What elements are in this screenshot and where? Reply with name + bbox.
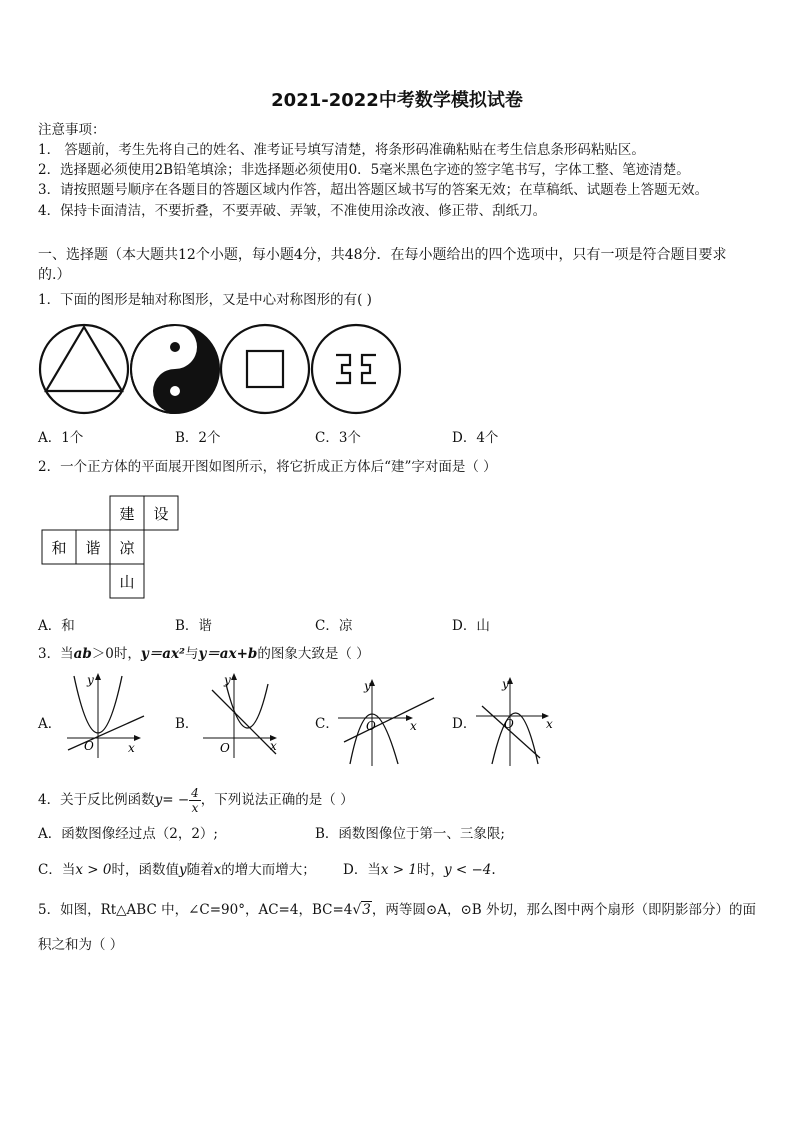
q4-option-a[interactable]: A．函数图像经过点（2，2）; (38, 826, 218, 842)
q3-graph-c (338, 672, 438, 768)
q4-fraction-den: x (191, 801, 199, 815)
svg-text:O: O (220, 741, 230, 755)
q3-option-b[interactable]: B． (175, 716, 199, 732)
q4-stem (38, 782, 354, 818)
svg-text:O: O (366, 719, 376, 733)
q5-line1-post: ，两等圆⊙A，⊙B 外切，那么图中两个扇形（即阴影部分）的面 (371, 902, 756, 918)
net-cell-she: 设 (153, 505, 169, 523)
svg-text:x: x (270, 739, 277, 753)
q3-graph-b (200, 672, 285, 762)
notice-heading: 注意事项： (38, 122, 106, 138)
q3-option-d[interactable]: D． (452, 716, 477, 732)
q1-stem: 1．下面的图形是轴对称图形，又是中心对称图形的有( ) (38, 292, 372, 308)
page-title: 2021-2022中考数学模拟试卷 (271, 90, 523, 111)
q3-formula-2: y＝ax+b (198, 646, 258, 662)
q1-figure-square-in-circle (219, 323, 311, 415)
svg-text:x: x (410, 719, 417, 733)
q3-stem-post: 的图象大致是（ ） (257, 646, 370, 662)
q4-c-mid2: 随着 (186, 862, 214, 878)
q4-c-post: 的增大而增大； (221, 862, 316, 878)
q4-fraction (189, 786, 201, 815)
section-heading-line2: 的.） (38, 267, 71, 283)
q4-c-pre: C．当 (38, 862, 76, 878)
q4-fn-eq: = − (162, 792, 190, 808)
q5-line2: 积之和为（ ） (38, 937, 124, 953)
net-cell-liang: 凉 (119, 539, 135, 557)
q2-option-b[interactable]: B．谐 (175, 618, 212, 634)
q5-line1 (38, 900, 756, 920)
q3-stem-with: 与 (184, 646, 199, 662)
q4-d-res: y < −4 (443, 862, 492, 878)
q3-graph-a (62, 672, 147, 762)
svg-text:x: x (128, 741, 135, 755)
svg-text:x: x (546, 717, 553, 731)
q3-stem-mid: ＞0时， (91, 646, 141, 662)
svg-text:y: y (502, 677, 509, 691)
q3-graph-d (476, 672, 566, 768)
svg-text:y: y (364, 679, 371, 693)
q4-d-post: . (491, 862, 496, 878)
q1-figure-triangle-in-circle (38, 323, 130, 415)
q4-option-d[interactable] (343, 858, 496, 878)
q3-stem (38, 644, 370, 664)
q1-figure-symbol-in-circle (310, 323, 402, 415)
notice-item-1: 1． 答题前，考生先将自己的姓名、准考证号填写清楚，将条形码准确粘贴在考生信息条形码粘贴区。 (38, 142, 645, 158)
q2-option-a[interactable]: A．和 (38, 618, 75, 634)
q4-stem-post: ，下列说法正确的是（ ） (200, 792, 354, 808)
q4-c-cond: x > 0 (75, 862, 112, 878)
svg-text:O: O (504, 717, 514, 731)
q4-option-c[interactable] (38, 858, 316, 878)
q2-option-d[interactable]: D．山 (452, 618, 490, 634)
q1-option-c[interactable]: C．3个 (315, 430, 361, 446)
q2-stem: 2．一个正方体的平面展开图如图所示，将它折成正方体后“建”字对面是（ ） (38, 459, 497, 475)
notice-item-2: 2．选择题必须使用2B铅笔填涂；非选择题必须使用0．5毫米黑色字迹的签字笔书写，字体工整、笔迹清楚。 (38, 162, 690, 178)
q4-d-pre: D．当 (343, 862, 381, 878)
q4-c-y: y (178, 862, 187, 878)
q1-figure-yinyang (129, 323, 221, 415)
net-cell-xie: 谐 (85, 539, 101, 557)
q2-option-c[interactable]: C．凉 (315, 618, 353, 634)
q3-stem-pre: 3．当 (38, 646, 74, 662)
net-cell-he: 和 (51, 539, 67, 557)
q1-option-b[interactable]: B．2个 (175, 430, 221, 446)
q3-option-c[interactable]: C． (315, 716, 339, 732)
q5-line1-pre: 5．如图，Rt△ABC 中，∠C=90°，AC=4，BC=4 (38, 902, 353, 918)
q4-fraction-num: 4 (191, 786, 199, 800)
q4-c-mid1: 时，函数值 (111, 862, 179, 878)
section-heading-line1: 一、选择题（本大题共12个小题，每小题4分，共48分．在每小题给出的四个选项中，只有一项是符合题目要求 (38, 247, 727, 263)
q5-sqrt-value: 3 (362, 902, 371, 918)
q3-formula-1: y＝ax² (140, 646, 185, 662)
q4-d-mid: 时， (416, 862, 444, 878)
q3-option-a[interactable]: A． (38, 716, 62, 732)
q1-option-d[interactable]: D．4个 (452, 430, 499, 446)
svg-text:y: y (224, 673, 231, 687)
net-cell-jian: 建 (119, 505, 135, 523)
q4-c-x: x (213, 862, 222, 878)
q4-stem-pre: 4．关于反比例函数 (38, 792, 155, 808)
q4-d-cond: x > 1 (380, 862, 417, 878)
q2-cube-net (42, 495, 182, 599)
sqrt-sign-icon: √ (352, 902, 362, 918)
notice-item-3: 3．请按照题号顺序在各题目的答题区域内作答，超出答题区域书写的答案无效；在草稿纸、试题卷上答题无效。 (38, 182, 709, 198)
q4-fn-y: y (154, 792, 163, 808)
net-cell-shan: 山 (119, 573, 135, 591)
svg-text:y: y (87, 673, 94, 687)
notice-item-4: 4．保持卡面清洁，不要折叠，不要弄破、弄皱，不准使用涂改液、修正带、刮纸刀。 (38, 203, 547, 219)
q4-option-b[interactable]: B．函数图像位于第一、三象限; (315, 826, 505, 842)
svg-text:O: O (84, 739, 94, 753)
q1-option-a[interactable]: A．1个 (38, 430, 84, 446)
q3-ab: ab (73, 646, 92, 662)
